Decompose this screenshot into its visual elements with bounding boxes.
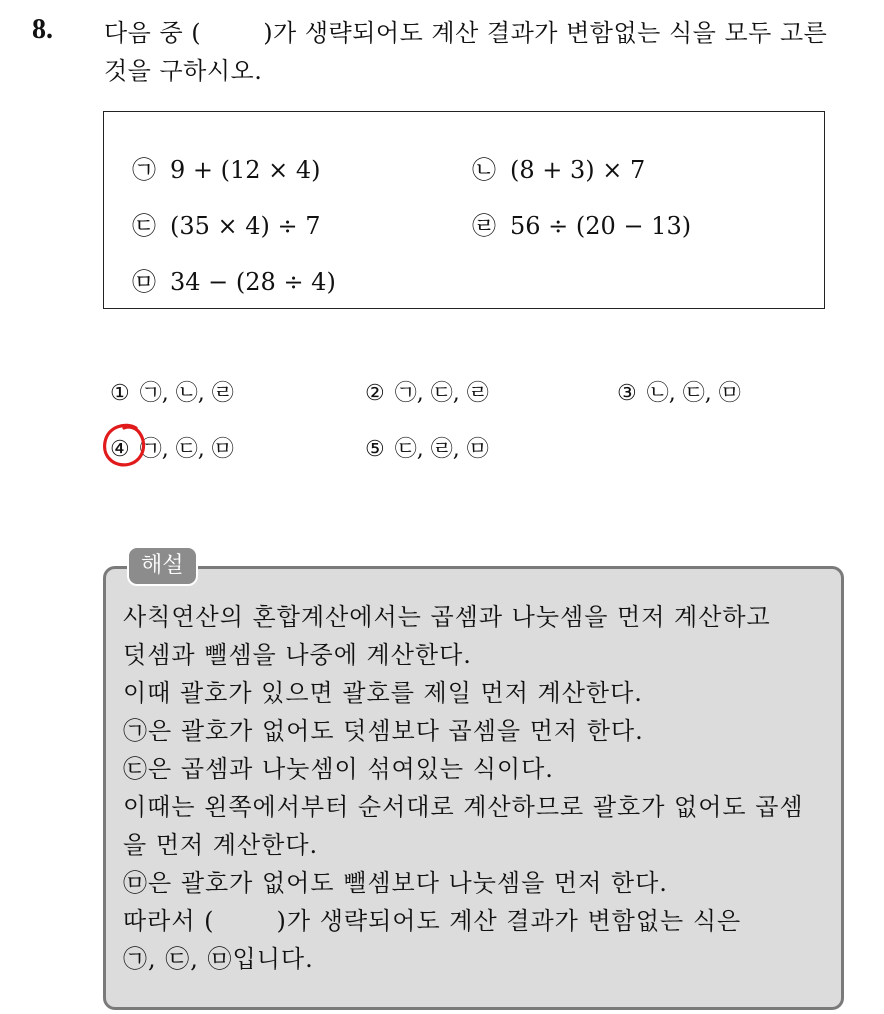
question-text-part1: 다음 중 ( bbox=[104, 19, 202, 47]
choice-value: ㉡, ㉢, ㉤ bbox=[646, 381, 741, 406]
solution-line: ㉠, ㉢, ㉤입니다. bbox=[123, 945, 314, 973]
expression-mark: ㉣ bbox=[472, 212, 496, 240]
question-line-1 bbox=[104, 14, 864, 52]
expression-item bbox=[472, 206, 691, 241]
question-line-2: 것을 구하시오. bbox=[104, 57, 263, 85]
choice-value: ㉢, ㉣, ㉤ bbox=[394, 437, 489, 462]
choice-2[interactable] bbox=[365, 376, 489, 407]
choice-number: ③ bbox=[617, 381, 637, 406]
choice-number: ④ bbox=[110, 437, 130, 462]
solution-line: ㉤은 괄호가 없어도 뺄셈보다 나눗셈을 먼저 한다. bbox=[123, 869, 668, 897]
expression-item bbox=[132, 150, 321, 185]
choice-value: ㉠, ㉡, ㉣ bbox=[139, 381, 234, 406]
solution-line: 을 먼저 계산한다. bbox=[123, 831, 319, 859]
solution-line: ㉢은 곱셈과 나눗셈이 섞여있는 식이다. bbox=[123, 755, 554, 783]
choice-number: ② bbox=[365, 381, 385, 406]
expression-item bbox=[132, 206, 321, 241]
expression-text: 56 ÷ (20 − 13) bbox=[510, 212, 692, 240]
expression-mark: ㉤ bbox=[132, 268, 156, 296]
solution-body bbox=[123, 598, 835, 978]
expression-item bbox=[132, 262, 336, 297]
answer-circle-mark bbox=[100, 420, 152, 472]
solution-line-part2: )가 생략되어도 계산 결과가 변함없는 식은 bbox=[276, 907, 742, 935]
solution-line: 이때 괄호가 있으면 괄호를 제일 먼저 계산한다. bbox=[123, 679, 643, 707]
expression-box bbox=[103, 111, 825, 309]
expression-mark: ㉠ bbox=[132, 156, 156, 184]
solution-line bbox=[123, 902, 835, 940]
expression-text: (35 × 4) ÷ 7 bbox=[170, 212, 321, 240]
solution-line: 이때는 왼쪽에서부터 순서대로 계산하므로 괄호가 없어도 곱셈 bbox=[123, 793, 804, 821]
choice-3[interactable] bbox=[617, 376, 741, 407]
choice-1[interactable] bbox=[110, 376, 234, 407]
expression-mark: ㉢ bbox=[132, 212, 156, 240]
choice-value: ㉠, ㉢, ㉤ bbox=[139, 437, 234, 462]
choice-number: ⑤ bbox=[365, 437, 385, 462]
question-text bbox=[104, 14, 864, 90]
choice-5[interactable] bbox=[365, 432, 489, 463]
choice-number: ① bbox=[110, 381, 130, 406]
expression-mark: ㉡ bbox=[472, 156, 496, 184]
choice-value: ㉠, ㉢, ㉣ bbox=[394, 381, 489, 406]
question-number: 8. bbox=[32, 14, 53, 45]
expression-text: (8 + 3) × 7 bbox=[510, 156, 646, 184]
expression-text: 34 − (28 ÷ 4) bbox=[170, 268, 336, 296]
expression-item bbox=[472, 150, 645, 185]
expression-text: 9 + (12 × 4) bbox=[170, 156, 321, 184]
solution-line-part1: 따라서 ( bbox=[123, 907, 215, 935]
solution-line: 사칙연산의 혼합계산에서는 곱셈과 나눗셈을 먼저 계산하고 bbox=[123, 603, 771, 631]
solution-line: 덧셈과 뺄셈을 나중에 계산한다. bbox=[123, 641, 472, 669]
solution-tab: 해설 bbox=[127, 546, 198, 586]
solution-line: ㉠은 괄호가 없어도 덧셈보다 곱셈을 먼저 한다. bbox=[123, 717, 644, 745]
question-text-part2: )가 생략되어도 계산 결과가 변함없는 식을 모두 고른 bbox=[263, 19, 828, 47]
